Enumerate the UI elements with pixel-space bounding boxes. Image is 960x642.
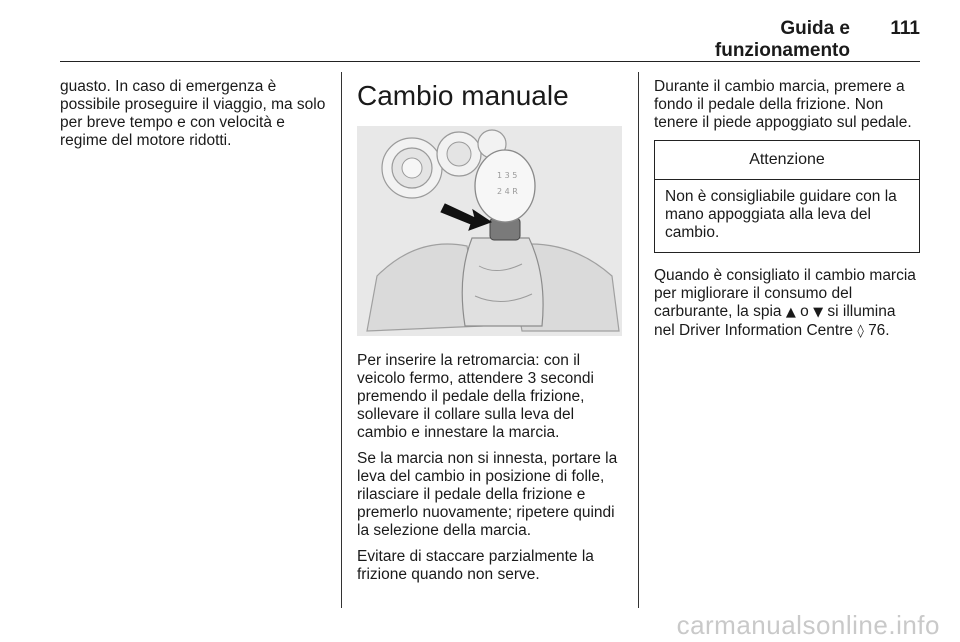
paragraph-text: si illumina nel Driver Information Centre xyxy=(654,303,896,339)
paragraph: Evitare di staccare parzialmente la frizione quando non serve. xyxy=(357,548,594,583)
reference-arrow-icon: ◊ xyxy=(857,324,864,339)
gear-shift-illustration xyxy=(357,126,622,336)
page-header-title: Guida e funzionamento xyxy=(714,18,850,61)
warning-text: Non è consigliabile guidare con la mano appoggiata alla leva del cambio. xyxy=(665,188,897,241)
paragraph-text: o xyxy=(800,303,809,320)
paragraph: Per inserire la retromarcia: con il veicolo fermo, attendere 3 secondi premendo il pedale della frizione, sollevare il collare sulla leva del cambio e innestare la marcia. xyxy=(357,352,594,441)
warning-title: Attenzione xyxy=(655,141,919,180)
svg-text:1 3 5: 1 3 5 xyxy=(497,171,518,180)
section-heading: Cambio manuale xyxy=(357,80,569,111)
paragraph: Durante il cambio marcia, premere a fondo il pedale della frizione. Non tenere il piede appoggiato sul pedale. xyxy=(654,78,912,131)
watermark: carmanualsonline.info xyxy=(676,610,940,640)
gear-shift-lever-icon xyxy=(357,126,622,336)
column-divider xyxy=(341,72,342,608)
downshift-icon: ▼ xyxy=(813,305,824,320)
paragraph-text: Quando è consigliato il cambio marcia per migliorare il consumo del carburante, la spia xyxy=(654,267,916,320)
column-left xyxy=(60,78,328,158)
page-reference[interactable]: 76. xyxy=(868,322,890,339)
header-divider xyxy=(60,61,920,62)
paragraph: guasto. In caso di emergenza è possibile proseguire il viaggio, ma solo per breve tempo e con velocità e regime del motore ridotti. xyxy=(60,78,326,149)
column-right xyxy=(654,78,920,349)
column-middle xyxy=(357,78,622,592)
paragraph: Se la marcia non si innesta, portare la leva del cambio in posizione di folle, rilasciare il pedale della frizione e premerlo nuovamente; ripetere quindi la selezione della marcia. xyxy=(357,450,618,539)
upshift-icon: ▲ xyxy=(785,305,796,320)
warning-box xyxy=(654,140,920,253)
page-number: 111 xyxy=(890,18,920,39)
paragraph xyxy=(654,267,920,341)
svg-text:2 4 R: 2 4 R xyxy=(497,187,518,196)
column-divider xyxy=(638,72,639,608)
